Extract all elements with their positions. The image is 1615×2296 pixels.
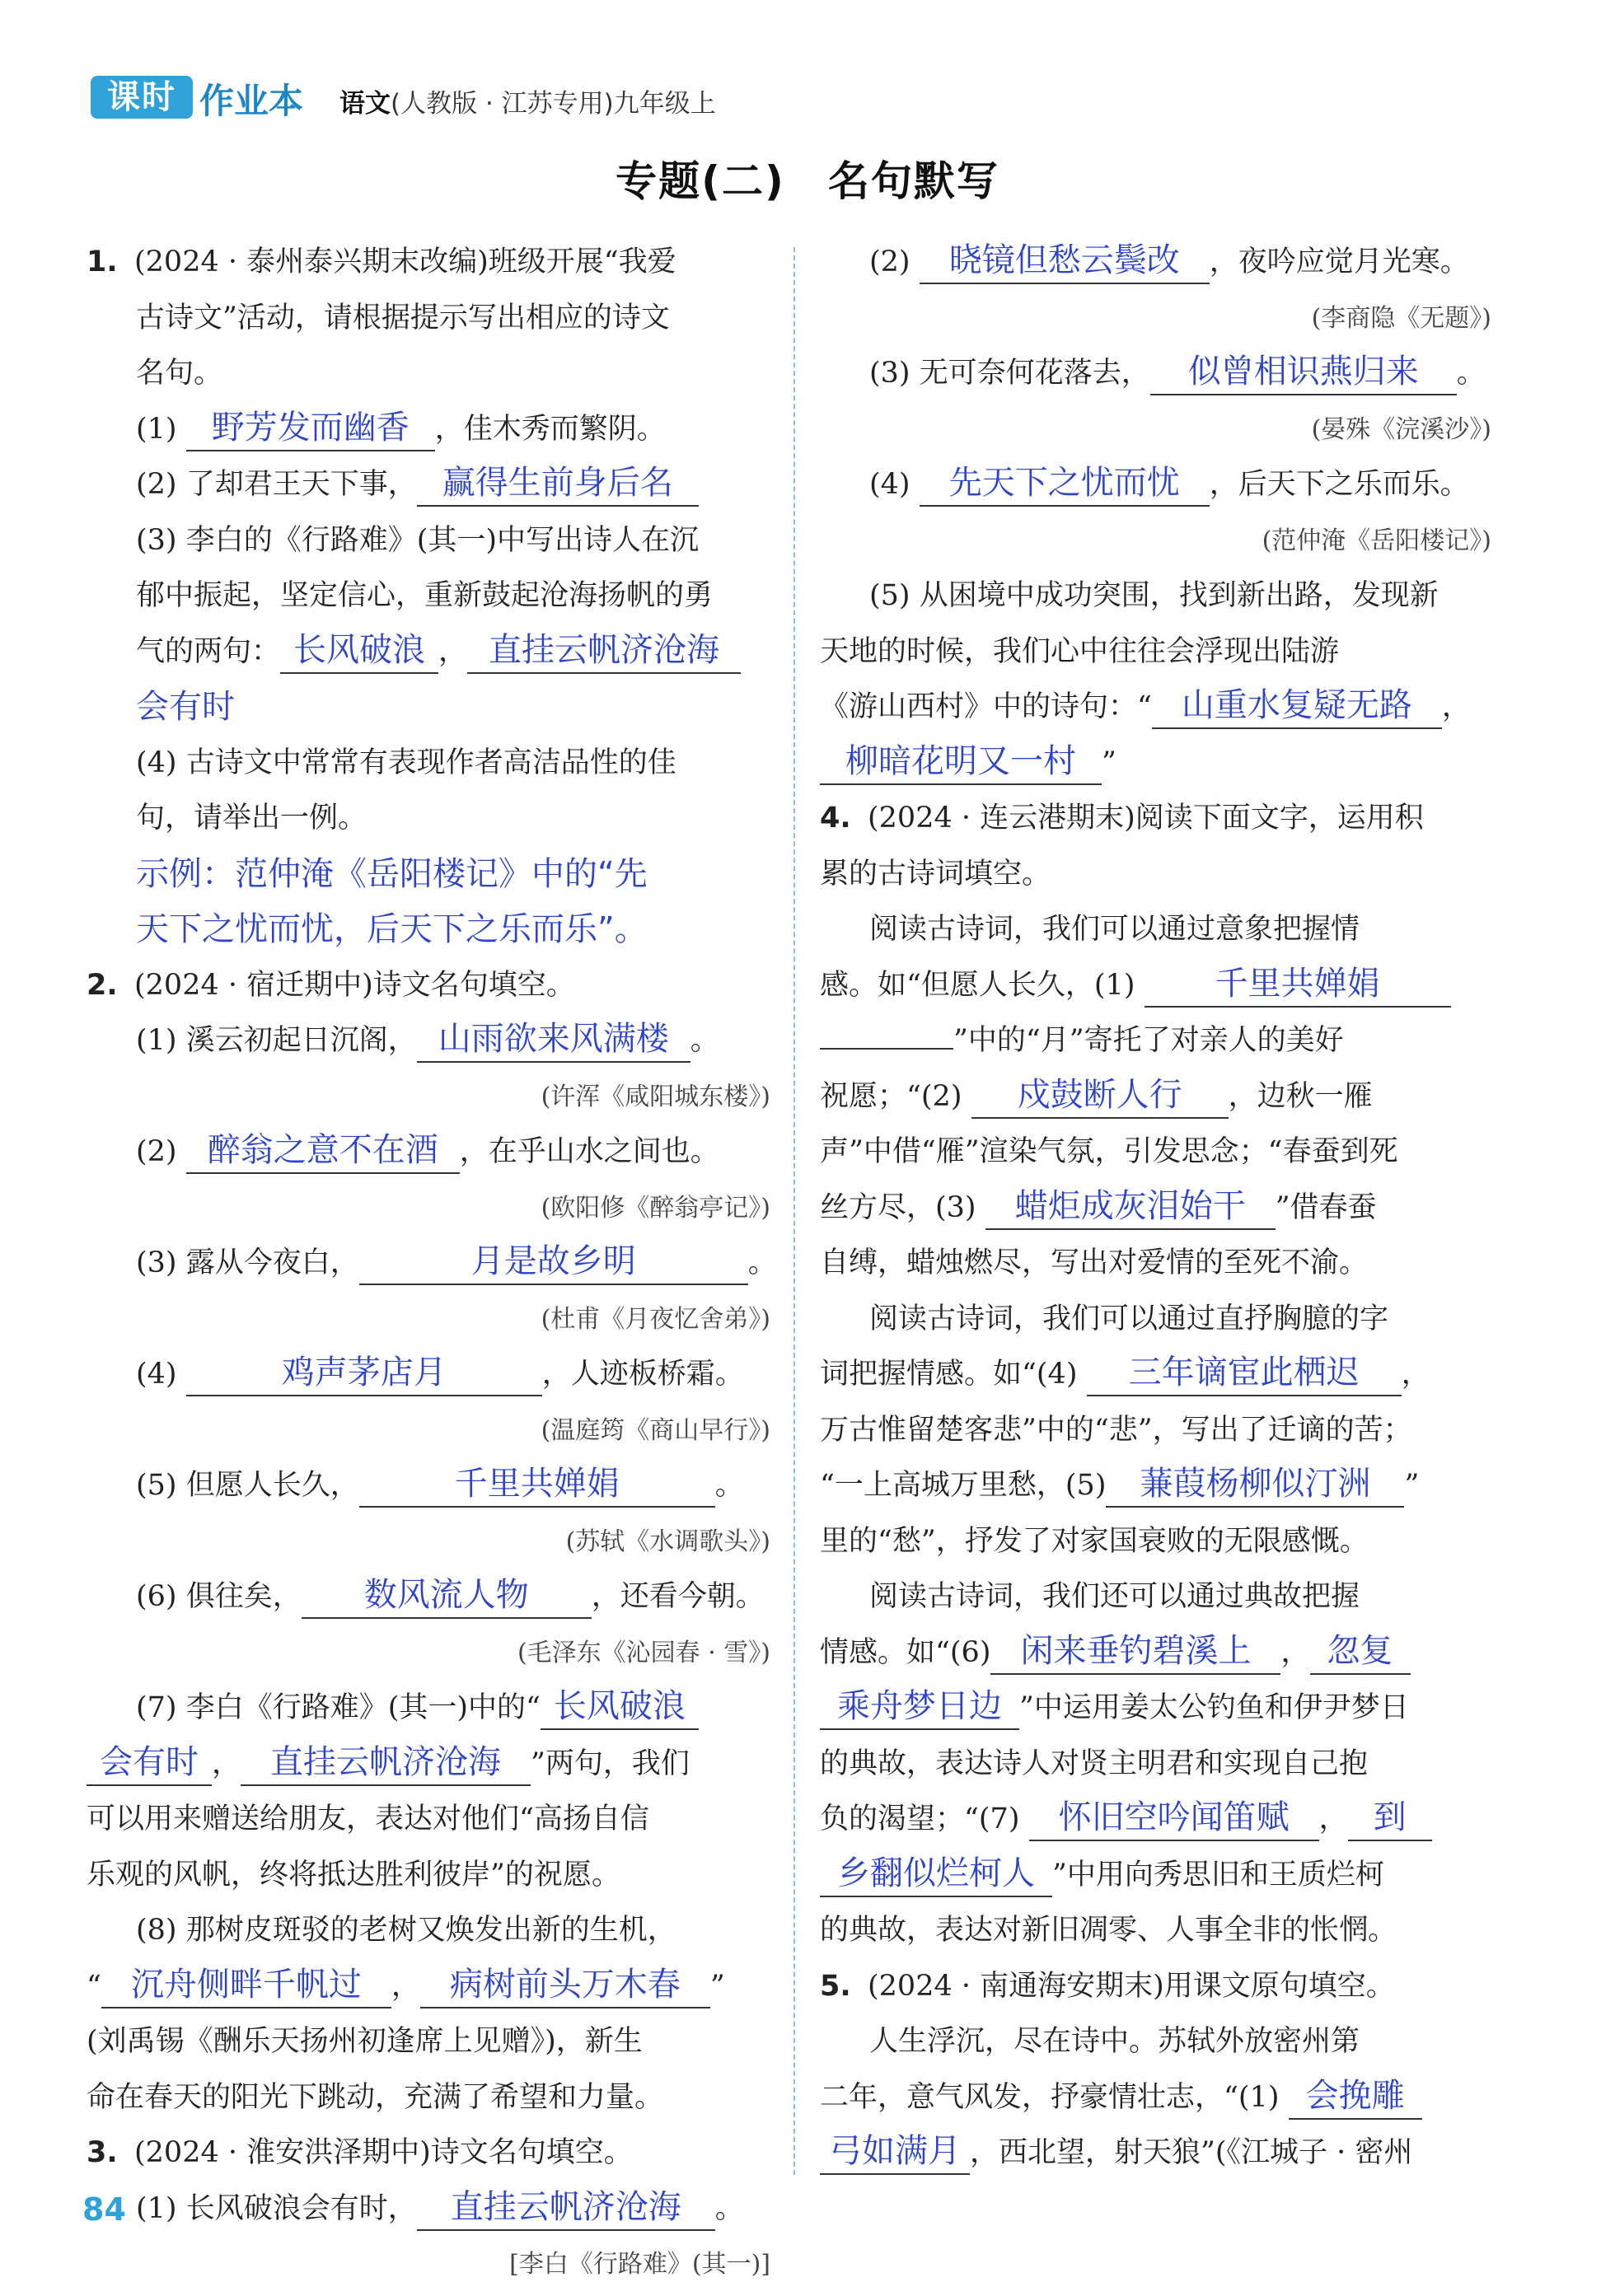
answer-blank[interactable]: 醉翁之意不在酒 (186, 1128, 460, 1174)
answer-blank[interactable]: 直挂云帆济沧海 (467, 628, 741, 674)
subject: 语文 (339, 89, 391, 119)
q1-p2: (2) 了却君王天下事， 赢得生前身后名 (87, 457, 770, 513)
right-column (820, 235, 1491, 2181)
q2-intro: 2. (2024 · 宿迁期中)诗文名句填空。 (87, 968, 575, 1002)
answer-blank[interactable]: 柳暗花明又一村 (820, 739, 1102, 785)
q4-para1-l2: 感。如“但愿人长久，(1) 千里共婵娟 (820, 958, 1491, 1014)
q4-para1-l4: 祝愿；“(2) 戍鼓断人行 ，边秋一雁 (820, 1069, 1491, 1125)
q5-l1: 人生浮沉，尽在诗中。苏轼外放密州第 (869, 2025, 1360, 2058)
answer-blank[interactable]: 弓如满月 (820, 2129, 970, 2175)
answer-blank[interactable]: 病树前头万木春 (420, 1962, 710, 2008)
answer-blank[interactable]: 赢得生前身后名 (417, 461, 699, 507)
answer-blank[interactable]: 月是故乡明 (359, 1239, 748, 1285)
q1-p4-l2: 句，请举出一例。 (136, 802, 367, 835)
q4-para2-l3: 万古惟留楚客悲”中的“悲”，写出了迁谪的苦； (820, 1413, 1412, 1447)
q4-para3-l3: 乘舟梦日边 ”中运用姜太公钓鱼和伊尹梦日 (820, 1681, 1491, 1737)
answer-blank[interactable]: 怀旧空吟闻笛赋 (1029, 1795, 1319, 1841)
answer-blank[interactable]: 似曾相识燕归来 (1150, 349, 1457, 395)
column-divider (793, 247, 795, 2175)
answer-blank[interactable]: 山重水复疑无路 (1152, 683, 1442, 729)
q2-p8-l2: “ 沉舟侧畔千帆过 ， 病树前头万木春 ” (87, 1959, 770, 2015)
q3-source-4: (范仲淹《岳阳楼记》) (1262, 526, 1491, 555)
q2-source-1: (许浑《咸阳城东楼》) (541, 1082, 770, 1111)
q1-p4-ans-2 (87, 902, 770, 958)
page-number: 84 (82, 2191, 126, 2228)
q2-item-4: (4) 鸡声茅店月 ，人迹板桥霜。 (87, 1347, 770, 1403)
q3-p2: (2) 晓镜但愁云鬓改 ，夜吟应觉月光寒。 (820, 235, 1491, 291)
answer-blank[interactable]: 先天下之忧而忧 (920, 461, 1210, 507)
q1-p3-cont (87, 680, 770, 736)
answer-blank[interactable]: 野芳发而幽香 (186, 405, 435, 451)
q5-l2: 二年，意气风发，抒豪情壮志，“(1) 会挽雕 (820, 2070, 1491, 2126)
brand-logo: 课时 (91, 76, 193, 119)
answer-blank[interactable]: 乡翻似烂柯人 (820, 1851, 1052, 1897)
q4-para2-l1: 阅读古诗词，我们可以通过直抒胸臆的字 (869, 1302, 1389, 1335)
q4-intro-1: 4. (2024 · 连云港期末)阅读下面文字，运用积 (820, 802, 1424, 835)
q3-source-1: [李白《行路难》(其一)] (509, 2250, 770, 2279)
q1-intro-1: 1. (2024 · 泰州泰兴期末改编)班级开展“我爱 (87, 245, 676, 278)
answer-blank[interactable]: 鸡声茅店月 (186, 1350, 542, 1396)
q4-para3-l6: 乡翻似烂柯人 ”中用向秀思旧和王质烂柯 (820, 1848, 1491, 1904)
q1-p3-l1: (3) 李白的《行路难》(其一)中写出诗人在沉 (136, 523, 700, 557)
answer-text: 示例：范仲淹《岳阳楼记》中的“先 (136, 854, 648, 893)
q4-intro-2: 累的古诗词填空。 (820, 857, 1051, 891)
q1-p1: (1) 野芳发而幽香 ，佳木秀而繁阴。 (87, 402, 770, 458)
q2-source-6: (毛泽东《沁园春 · 雪》) (517, 1638, 770, 1667)
q2-p8-l4: 命在春天的阳光下跳动，充满了希望和力量。 (87, 2080, 664, 2114)
q4-para3-l7: 的典故，表达对新旧凋零、人事全非的怅惘。 (820, 1914, 1397, 1947)
q4-para1-l6: 丝方尽，(3) 蜡炬成灰泪始干 ”借春蚕 (820, 1181, 1491, 1237)
q2-item-6: (6) 俱往矣， 数风流人物 ，还看今朝。 (87, 1569, 770, 1625)
q5-l3: 弓如满月 ，西北望，射天狼”(《江城子 · 密州 (820, 2125, 1491, 2181)
q3-p1: (1) 长风破浪会有时， 直挂云帆济沧海 。 (87, 2181, 770, 2238)
answer-blank[interactable]: 长风破浪 (541, 1684, 699, 1730)
q2-p7-l2: 会有时 ， 直挂云帆济沧海 ”两句，我们 (87, 1737, 770, 1793)
q1-p3-l2: 郁中振起，坚定信心，重新鼓起沧海扬帆的勇 (136, 579, 714, 612)
q4-para1-l1: 阅读古诗词，我们可以通过意象把握情 (869, 913, 1360, 946)
answer-blank[interactable]: 乘舟梦日边 (820, 1684, 1019, 1730)
answer-blank[interactable] (820, 1048, 953, 1050)
answer-blank[interactable]: 千里共婵娟 (1145, 961, 1451, 1008)
answer-blank[interactable]: 戍鼓断人行 (971, 1073, 1229, 1119)
answer-text: 会有时 (136, 688, 235, 726)
q4-para3-l1: 阅读古诗词，我们还可以通过典故把握 (869, 1580, 1360, 1613)
q4-para1-l7: 自缚，蜡烛燃尽，写出对爱情的至死不渝。 (820, 1246, 1369, 1279)
q2-item-1: (1) 溪云初起日沉阁， 山雨欲来风满楼 。 (87, 1013, 770, 1069)
q3-p5-l3: 《游山西村》中的诗句：“ 山重水复疑无路 ， (820, 680, 1491, 736)
answer-text: 天下之忧而忧，后天下之乐而乐”。 (136, 910, 648, 948)
q4-para3-l4: 的典故，表达诗人对贤主明君和实现自己抱 (820, 1747, 1369, 1780)
answer-blank[interactable]: 蜡炬成灰泪始干 (985, 1184, 1276, 1230)
q2-p7-l1: (7) 李白《行路难》(其一)中的“ 长风破浪 (87, 1681, 770, 1737)
answer-blank[interactable]: 直挂云帆济沧海 (417, 2185, 715, 2231)
answer-blank[interactable]: 三年谪宦此栖迟 (1087, 1350, 1402, 1396)
q2-p8-l1: (8) 那树皮斑驳的老树又焕发出新的生机， (136, 1914, 676, 1947)
q1-p3-l3: 气的两句： 长风破浪 ， 直挂云帆济沧海 (87, 624, 770, 680)
book-info (339, 82, 716, 119)
answer-blank[interactable]: 会挽雕 (1289, 2074, 1422, 2120)
page-title: 专题(二) 名句默写 (616, 157, 999, 205)
q2-source-3: (杜甫《月夜忆舍弟》) (541, 1304, 770, 1334)
answer-blank[interactable]: 闲来垂钓碧溪上 (990, 1629, 1280, 1675)
q2-item-2: (2) 醉翁之意不在酒 ，在乎山水之间也。 (87, 1125, 770, 1181)
q3-p5-l4: 柳暗花明又一村 ” (820, 736, 1491, 792)
answer-blank[interactable]: 蒹葭杨柳似汀洲 (1106, 1461, 1404, 1508)
q4-para1-l3: ”中的“月”寄托了对亲人的美好 (820, 1013, 1491, 1069)
q2-source-5: (苏轼《水调歌头》) (565, 1527, 770, 1556)
answer-blank[interactable]: 忽复 (1310, 1629, 1411, 1675)
answer-blank[interactable]: 沉舟侧畔千帆过 (101, 1962, 391, 2008)
q2-item-5: (5) 但愿人长久， 千里共婵娟 。 (87, 1458, 770, 1514)
q3-intro: 3. (2024 · 淮安洪泽期中)诗文名句填空。 (87, 2136, 633, 2169)
q4-para2-l2: 词把握情感。如“(4) 三年谪宦此栖迟 ， (820, 1347, 1491, 1403)
brand-name: 作业本 (199, 81, 304, 121)
q1-intro-2: 古诗文”活动，请根据提示写出相应的诗文 (136, 301, 670, 334)
q4-para3-l2: 情感。如“(6) 闲来垂钓碧溪上 ， 忽复 (820, 1625, 1491, 1681)
page-header (91, 72, 1574, 130)
q1-p4-l1: (4) 古诗文中常常有表现作者高洁品性的佳 (136, 746, 676, 779)
q3-p4: (4) 先天下之忧而忧 ，后天下之乐而乐。 (820, 457, 1491, 513)
q1-intro-3: 名句。 (136, 357, 223, 390)
q3-p3: (3) 无可奈何花落去， 似曾相识燕归来 。 (820, 346, 1491, 402)
answer-blank[interactable]: 山雨欲来风满楼 (417, 1017, 690, 1063)
q4-para2-l5: 里的“愁”，抒发了对家国衰败的无限感慨。 (820, 1524, 1369, 1558)
q3-source-3: (晏殊《浣溪沙》) (1311, 414, 1491, 444)
q2-source-4: (温庭筠《商山早行》) (541, 1415, 770, 1445)
answer-blank[interactable]: 千里共婵娟 (359, 1461, 715, 1508)
q3-source-2: (李商隐《无题》) (1311, 303, 1491, 333)
q3-p5-l2: 天地的时候，我们心中往往会浮现出陆游 (820, 634, 1340, 668)
q2-item-3: (3) 露从今夜白， 月是故乡明 。 (87, 1236, 770, 1292)
answer-blank[interactable]: 直挂云帆济沧海 (241, 1740, 531, 1786)
answer-blank[interactable]: 数风流人物 (302, 1573, 592, 1619)
q2-source-2: (欧阳修《醉翁亭记》) (541, 1193, 770, 1223)
q4-para1-l5: 声”中借“雁”渲染气氛，引发思念；“春蚕到死 (820, 1135, 1398, 1168)
answer-blank[interactable]: 到 (1348, 1795, 1432, 1841)
q5-intro: 5. (2024 · 南通海安期末)用课文原句填空。 (820, 1969, 1395, 2003)
q4-para2-l4: “一上高城万里愁，(5) 蒹葭杨柳似汀洲 ” (820, 1458, 1491, 1514)
edition: (人教版 · 江苏专用)九年级上 (391, 89, 716, 119)
q2-p7-l4: 乐观的风帆，终将抵达胜利彼岸”的祝愿。 (87, 1858, 620, 1892)
answer-blank[interactable]: 长风破浪 (280, 628, 438, 674)
answer-blank[interactable]: 晓镜但愁云鬓改 (920, 238, 1210, 284)
q1-p4-ans-1 (87, 847, 770, 903)
q3-p5-l1: (5) 从困境中成功突围，找到新出路，发现新 (869, 579, 1439, 612)
answer-blank[interactable]: 会有时 (87, 1740, 212, 1786)
q2-p7-l3: 可以用来赠送给朋友，表达对他们“高扬自信 (87, 1803, 649, 1835)
left-column (87, 235, 777, 2293)
q4-para3-l5: 负的渴望；“(7) 怀旧空吟闻笛赋 ， 到 (820, 1792, 1491, 1848)
q2-p8-l3: (刘禹锡《酬乐天扬州初逢席上见赠》)，新生 (87, 2025, 643, 2058)
